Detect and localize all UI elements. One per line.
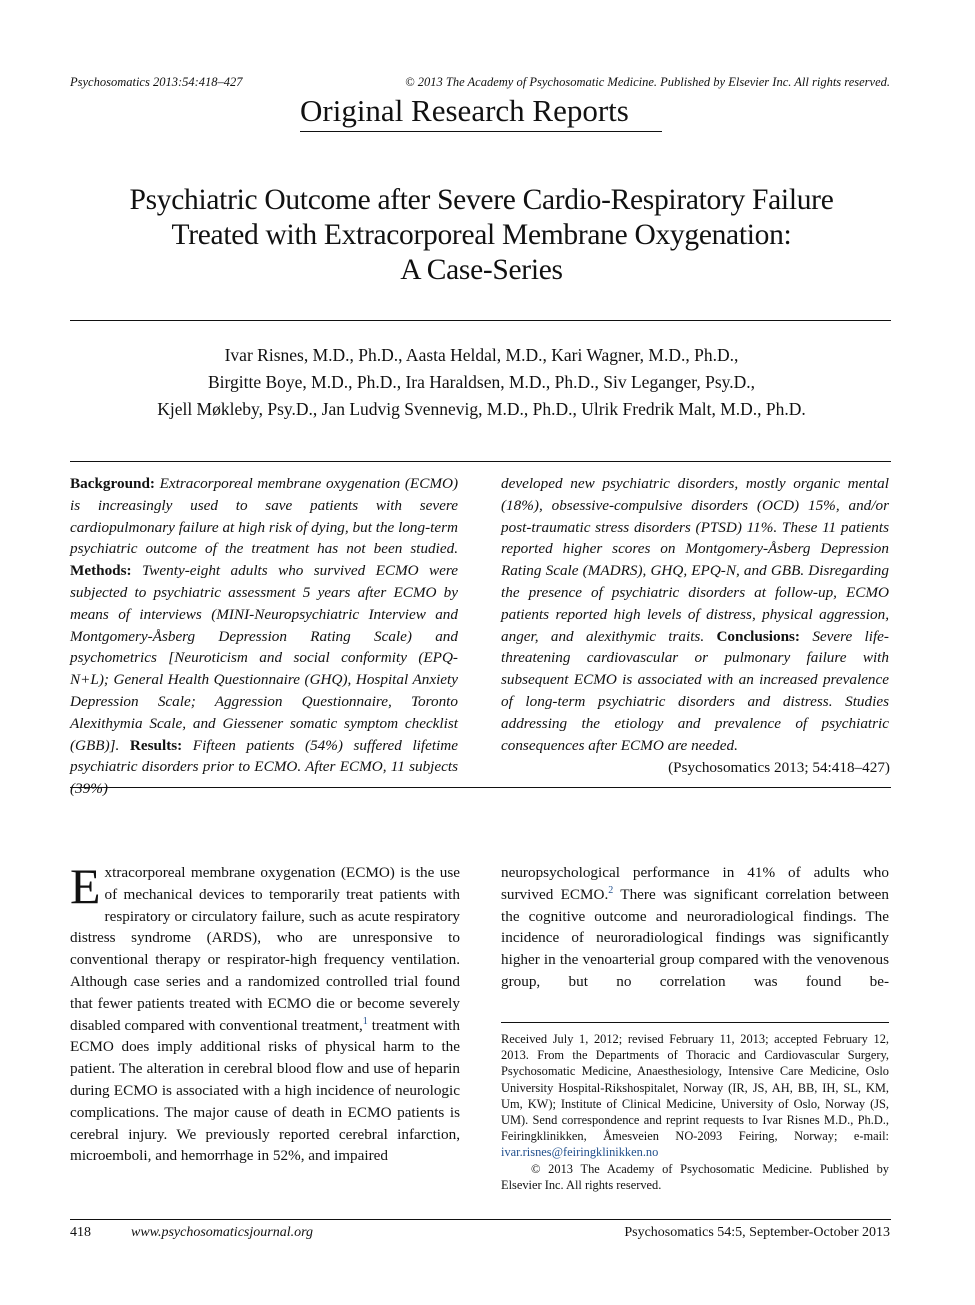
section-title: Original Research Reports [300, 93, 629, 128]
footnote-rule [501, 1022, 889, 1023]
footer-journal-issue: Psychosomatics 54:5, September-October 2013 [624, 1225, 890, 1240]
body-paragraph-text: There was significant correlation between the cognitive outcome and neuroradiological findings. The incidence of neuroradiological findings was significantly higher in the venoarterial group compared with the venovenous group, but no correlation was found be- [501, 885, 889, 990]
page-number: 418 [70, 1225, 91, 1240]
author-line: Birgitte Boye, M.D., Ph.D., Ira Haraldsen, M.D., Ph.D., Siv Leganger, Psy.D., [207, 372, 756, 392]
abstract-left-column [70, 473, 458, 800]
methods-label: Methods: [70, 562, 132, 580]
title-line: Treated with Extracorporeal Membrane Oxygenation: [171, 219, 792, 251]
abstract-top-rule [70, 461, 891, 462]
conclusions-text: Severe life-threatening cardiovascular or pulmonary failure with subsequent ECMO is associated with an increased prevalence of long-term psychiatric disorders and distress. Studies addressing the etiology and prevalence of psychiatric consequences after ECMO are needed. [501, 627, 889, 754]
footer-rule [70, 1219, 891, 1220]
body-left-column [70, 858, 460, 1167]
body-paragraph-text: neuropsychological performance in 41% of adults who survived ECMO. [501, 864, 889, 903]
background-label: Background: [70, 475, 155, 492]
footnote-copyright: © 2013 The Academy of Psychosomatic Medicine. Published by Elsevier Inc. All rights reserved. [501, 1161, 889, 1192]
section-rule [300, 131, 662, 132]
body-paragraph-text: xtracorporeal membrane oxygenation (ECMO) is the use of mechanical devices to temporarily treat patients with respiratory or circulatory failure, such as acute respiratory distress syndrome (ARDS), who are unresponsive to conventional therapy or respirator-high frequency ventilation. Although case series and a randomized controlled trial found that fewer patients treated with ECMO die or become severely disabled compared with conventional treatment, [70, 864, 460, 1034]
article-footnote [501, 1031, 889, 1193]
footnote-received [501, 1031, 889, 1161]
title-line: A Case-Series [400, 254, 563, 286]
results-text-continued: developed new psychiatric disorders, mostly organic mental (18%), obsessive-compulsive disorders (OCD) 15%, and/or post-traumatic stress disorders (PTSD) 11%. These 11 patients reported higher scores on Montgomery-Åsberg Depression Rating Scale (MADRS), GHQ, EPQ-N, and GBB. Disregarding the presence of psychiatric disorders at follow-up, ECMO patients reported high levels of distress, physical aggression, anger, and alexithymic traits. [501, 475, 889, 645]
body-right-column [501, 862, 889, 993]
author-line: Ivar Risnes, M.D., Ph.D., Aasta Heldal, M.D., Kari Wagner, M.D., Ph.D., [224, 345, 739, 365]
title-rule [70, 320, 891, 321]
reference-link-1[interactable]: 1 [362, 1015, 368, 1027]
running-header-citation: Psychosomatics 2013:54:418–427 [70, 75, 243, 89]
running-header-copyright: © 2013 The Academy of Psychosomatic Medicine. Published by Elsevier Inc. All rights reserved. [405, 75, 890, 89]
reference-link-2[interactable]: 2 [608, 884, 614, 896]
background-text: Extracorporeal membrane oxygenation (ECMO) is increasingly used to save patients with severe cardiopulmonary failure at high risk of dying, but the long-term psychiatric outcome of the treatment has not been studied. [70, 475, 458, 558]
methods-text: Twenty-eight adults who survived ECMO were subjected to psychiatric assessment 5 years after ECMO by means of interviews (MINI-Neuropsychiatric Interview and Montgomery-Åsberg Depression Rating Scale) and psychometrics [Neuroticism and social conformity (EPQ-N+L); General Health Questionnaire (GHQ), Hospital Anxiety Depression Scale; Aggression Questionnaire, Toronto Alexithymia Scale, and Giessener somatic symptom checklist (GBB)]. [70, 562, 458, 754]
title-line: Psychiatric Outcome after Severe Cardio-Respiratory Failure [129, 184, 834, 216]
correspondence-email-link[interactable]: ivar.risnes@feiringklinikken.no [501, 1145, 659, 1160]
abstract-right-column [501, 473, 889, 756]
conclusions-label: Conclusions: [716, 627, 800, 645]
abstract-bottom-rule [70, 787, 891, 788]
footnote-received-text: Received July 1, 2012; revised February 11, 2013; accepted February 12, 2013. From the Departments of Thoracic and Cardiovascular Surgery, Psychosomatic Medicine, Anaesthesiology, Intensive Care Medicine, Oslo University Hospital-Rikshospitalet, Norway (IR, JS, AH, BB, IH, SL, KM, Um, KW); Institute of Clinical Medicine, University of Oslo, Norway (JS, UM). Send correspondence and reprint requests to Ivar Risnes M.D., Ph.D., Feiringklinikken, Åmesveien NO-2093 Feiring, Norway; e-mail: [501, 1032, 889, 1144]
author-line: Kjell Møkleby, Psy.D., Jan Ludvig Svennevig, M.D., Ph.D., Ulrik Fredrik Malt, M.D., Ph.D. [157, 399, 806, 419]
journal-url-link[interactable]: www.psychosomaticsjournal.org [131, 1225, 314, 1240]
results-label: Results: [129, 736, 183, 754]
drop-cap: E [70, 858, 101, 914]
body-paragraph-text: treatment with ECMO does imply additional risks of physical harm to the patient. The alteration in cerebral blood flow and use of heparin during ECMO is associated with a high incidence of neurologic complications. The major cause of death in ECMO patients is cerebral injury. We previously reported cerebral infarction, microemboli, and hemorrhage in 52%, and impaired [70, 1016, 460, 1165]
results-text: Fifteen patients (54%) suffered lifetime psychiatric disorders prior to ECMO. After ECMO, 11 subjects (39%) [70, 736, 458, 798]
author-list [60, 342, 903, 423]
article-title [60, 183, 903, 288]
abstract-citation: (Psychosomatics 2013; 54:418–427) [668, 759, 890, 776]
